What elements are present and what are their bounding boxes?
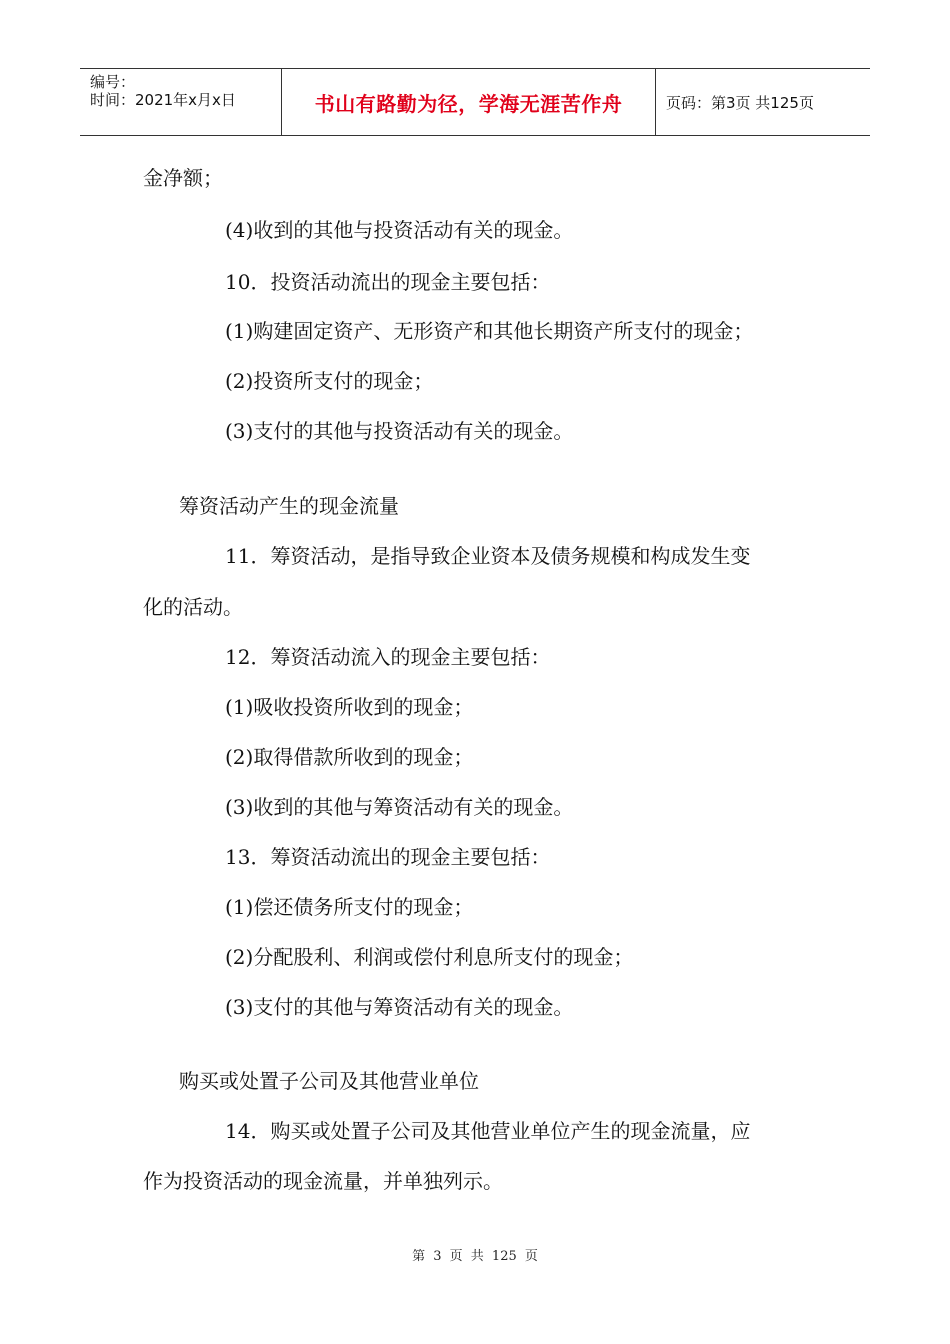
body-line: (3)收到的其他与筹资活动有关的现金。 [225,795,574,819]
body-line: (4)收到的其他与投资活动有关的现金。 [225,218,574,242]
body-line: (3)支付的其他与筹资活动有关的现金。 [225,995,574,1019]
body-line: 作为投资活动的现金流量，并单独列示。 [143,1169,503,1193]
document-time-label: 时间：2021年x月x日 [90,91,236,109]
body-line: 金净额； [143,166,223,190]
header-meta [80,69,282,135]
section-heading: 购买或处置子公司及其他营业单位 [179,1069,479,1093]
section-heading: 筹资活动产生的现金流量 [179,494,399,518]
body-line: (1)偿还债务所支付的现金； [225,895,474,919]
body-line: (3)支付的其他与投资活动有关的现金。 [225,419,574,443]
body-line: 11．筹资活动，是指导致企业资本及债务规模和构成发生变 [225,544,751,568]
header-motto: 书山有路勤为径，学海无涯苦作舟 [282,69,656,135]
body-line: 化的活动。 [143,595,243,619]
body-line: (2)投资所支付的现金； [225,369,434,393]
body-line: 13．筹资活动流出的现金主要包括： [225,845,551,869]
body-line: 10．投资活动流出的现金主要包括： [225,270,551,294]
body-line: (2)分配股利、利润或偿付利息所支付的现金； [225,945,634,969]
body-line: (1)吸收投资所收到的现金； [225,695,474,719]
body-line: (1)购建固定资产、无形资产和其他长期资产所支付的现金； [225,319,754,343]
header-page-number: 页码：第3页 共125页 [666,93,814,112]
page-footer: 第 3 页 共 125 页 [412,1249,538,1264]
document-number-label: 编号： [90,73,136,91]
page-header [80,68,870,136]
body-line: 14．购买或处置子公司及其他营业单位产生的现金流量，应 [225,1119,751,1143]
body-line: (2)取得借款所收到的现金； [225,745,474,769]
body-line: 12．筹资活动流入的现金主要包括： [225,645,551,669]
